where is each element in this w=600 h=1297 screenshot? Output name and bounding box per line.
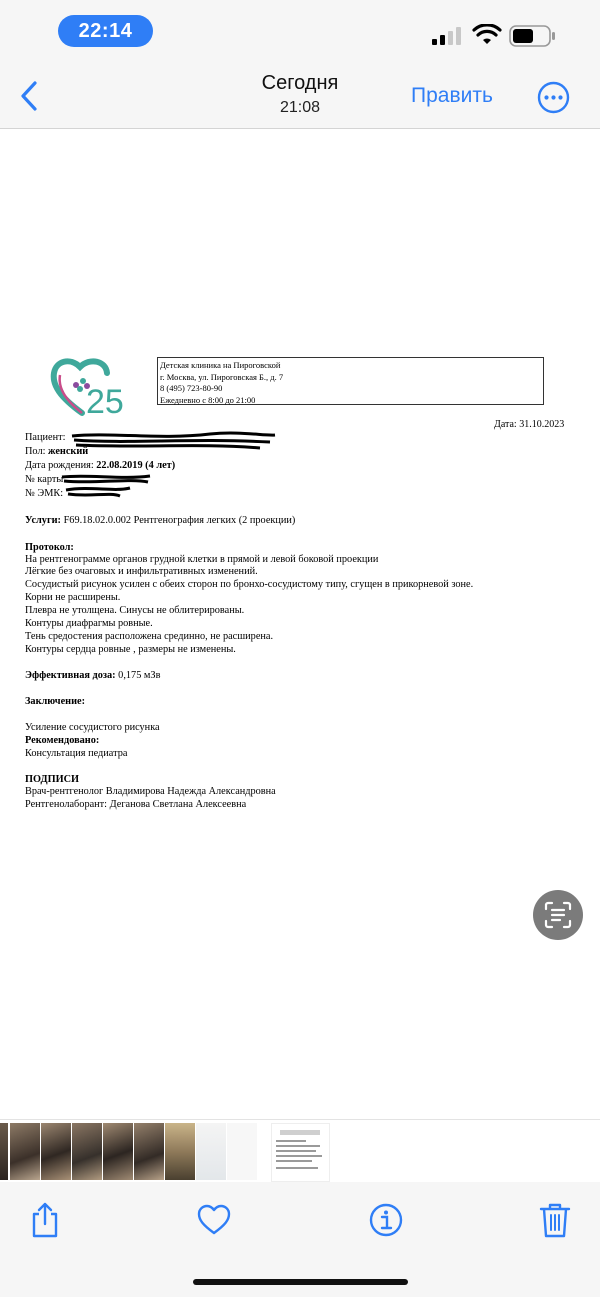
protocol-line: На рентгенограмме органов грудной клетки в прямой и левой боковой проекции [25, 554, 379, 565]
clinic-hours: Ежедневно с 8:00 до 21:00 [160, 394, 256, 405]
nav-title: Сегодня [261, 72, 339, 94]
clinic-phone: 8 (495) 723-80-90 [160, 383, 223, 393]
thumbnail-strip[interactable] [0, 1119, 600, 1182]
photo-thumbnail[interactable] [227, 1123, 257, 1180]
redaction-scribble [70, 430, 280, 452]
nav-subtitle: 21:08 [279, 99, 321, 116]
photo-thumbnail[interactable] [165, 1123, 195, 1180]
dose-value: 0,175 мЗв [118, 670, 161, 681]
selected-photo-thumbnail[interactable] [271, 1123, 330, 1182]
clinic-info-box [157, 357, 544, 405]
document-date: Дата: 31.10.2023 [494, 419, 565, 430]
home-indicator[interactable] [193, 1279, 408, 1285]
patient-label: Пациент: [25, 432, 66, 443]
chevron-left-icon [20, 80, 38, 112]
share-icon[interactable] [28, 1202, 62, 1238]
photo-thumbnail[interactable] [103, 1123, 133, 1180]
clinic-logo [50, 355, 134, 417]
wifi-icon [472, 24, 502, 46]
photo-thumbnail[interactable] [134, 1123, 164, 1180]
dose-label: Эффективная доза: [25, 670, 116, 681]
birth-value: 22.08.2019 (4 лет) [96, 460, 176, 471]
live-text-button[interactable] [533, 890, 583, 940]
conclusion-label: Заключение: [25, 696, 86, 707]
services-label: Услуги: [25, 515, 61, 526]
photo-thumbnail[interactable] [72, 1123, 102, 1180]
status-time[interactable]: 22:14 [58, 15, 153, 47]
card-row [25, 474, 63, 485]
back-button[interactable] [14, 78, 44, 114]
document-thumbnail-icon [272, 1124, 329, 1181]
gender-value: женский [48, 446, 89, 457]
recommended-label: Рекомендовано: [25, 735, 100, 746]
protocol-line: Плевра не утолщена. Синусы не облитерированы. [25, 605, 245, 616]
services-row [25, 515, 295, 526]
edit-button[interactable]: Править [411, 84, 493, 107]
live-text-icon [544, 901, 572, 929]
signatures-label: ПОДПИСИ [25, 774, 80, 785]
redaction-scribble [60, 472, 155, 500]
info-icon[interactable] [369, 1202, 403, 1238]
conclusion-value: Усиление сосудистого рисунка [25, 722, 160, 733]
more-options-icon[interactable] [537, 81, 570, 114]
protocol-line: Контуры сердца ровные , размеры не изменены. [25, 644, 236, 655]
photo-thumbnail[interactable] [196, 1123, 226, 1180]
services-value: F69.18.02.0.002 Рентгенография легких (2 проекции) [63, 515, 296, 526]
logo-number: 25 [86, 383, 124, 417]
birth-label: Дата рождения: [25, 460, 94, 471]
signature-line: Врач-рентгенолог Владимирова Надежда Александровна [25, 786, 276, 797]
photo-thumbnail[interactable] [10, 1123, 40, 1180]
protocol-line: Тень средостения расположена срединно, не расширена. [25, 631, 274, 642]
emk-label: № ЭМК: [25, 488, 64, 499]
recommended-value: Консультация педиатра [25, 748, 128, 759]
emk-row [25, 488, 63, 499]
signature-line: Рентгенолаборант: Деганова Светлана Алексеевна [25, 799, 247, 810]
cellular-signal-icon [432, 26, 464, 46]
favorite-heart-icon[interactable] [197, 1202, 231, 1238]
trash-icon[interactable] [538, 1202, 572, 1238]
status-bar [0, 0, 600, 62]
card-label: № карты [25, 474, 64, 485]
birth-row [25, 460, 175, 471]
patient-row [25, 432, 65, 443]
gender-label: Пол: [25, 446, 46, 457]
photo-thumbnail[interactable] [0, 1123, 8, 1180]
photo-thumbnail[interactable] [41, 1123, 71, 1180]
dose-row [25, 670, 160, 681]
gender-row [25, 446, 88, 457]
protocol-label: Протокол: [25, 542, 74, 553]
protocol-line: Корни не расширены. [25, 592, 121, 603]
battery-icon [509, 25, 557, 47]
clinic-address: г. Москва, ул. Пироговская Б., д. 7 [160, 371, 284, 382]
protocol-line: Контуры диафрагмы ровные. [25, 618, 153, 629]
navigation-bar [0, 62, 600, 129]
clinic-name: Детская клиника на Пироговской [160, 360, 281, 370]
protocol-line: Лёгкие без очаговых и инфильтративных изменений. [25, 566, 258, 577]
protocol-line: Сосудистый рисунок усилен с обеих сторон по бронхо-сосудистому типу, сгущен в прикорневой зоне. [25, 579, 474, 590]
